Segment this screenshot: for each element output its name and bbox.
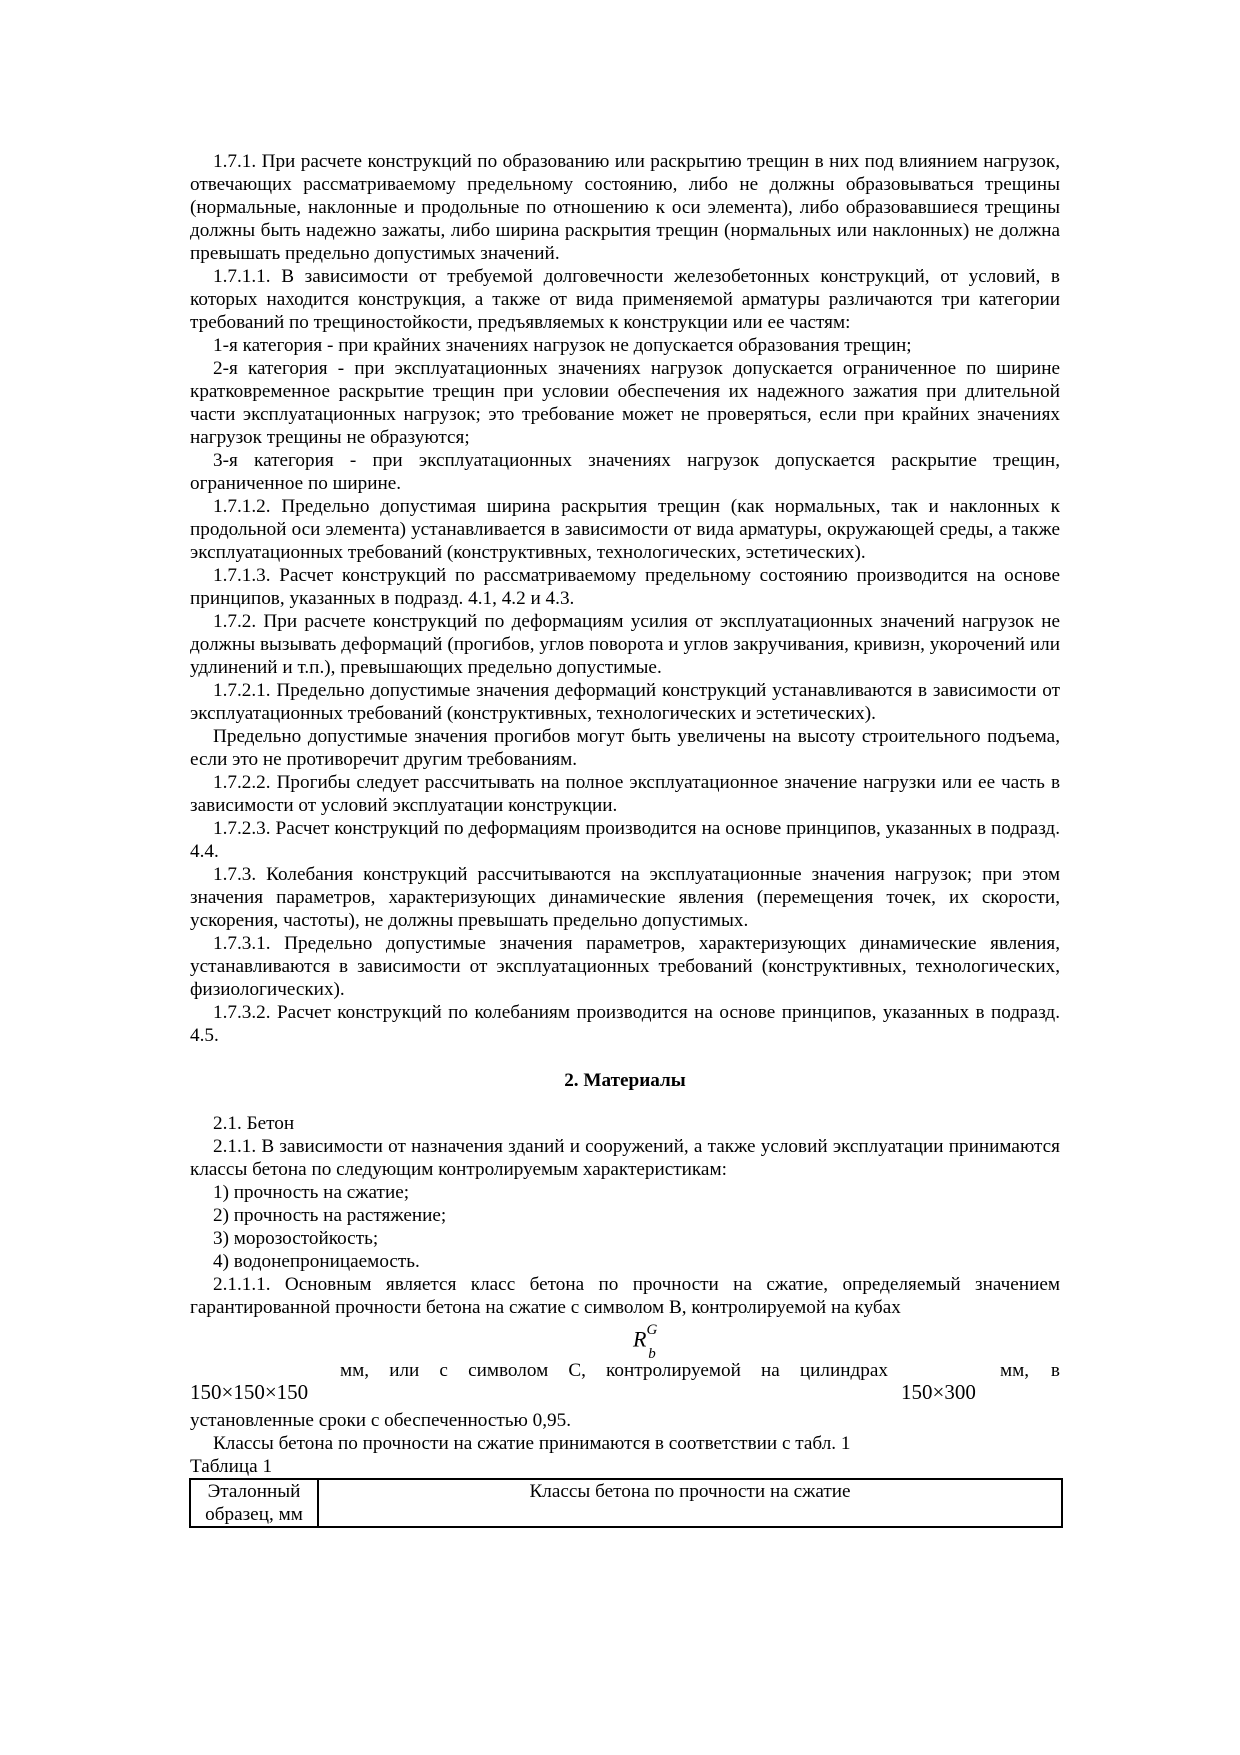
paragraph-1-7-3: 1.7.3. Колебания конструкций рассчитываются на эксплуатационные значения нагрузок; при этом значения параметров, характеризующих динамические явления (перемещения точек, их скорости, ускорения, частоты), не должны превышать предельно допустимых. (190, 864, 1060, 931)
paragraph-1-7-1-2: 1.7.1.2. Предельно допустимая ширина раскрытия трещин (как нормальных, так и наклонных к продольной оси элемента) устанавливается в зависимости от вида арматуры, окружающей среды, а также эксплуатационных требований (конструктивных, технологических, эстетических). (190, 496, 1060, 563)
paragraph-2-1-1-1-tail: установленные сроки с обеспеченностью 0,95. (190, 1410, 572, 1431)
formula-base: R (633, 1326, 647, 1352)
section-heading: 2. Материалы (564, 1070, 686, 1091)
paragraph-1-7-2-2: 1.7.2.2. Прогибы следует рассчитывать на полное эксплуатационное значение нагрузки или ее часть в зависимости от условий эксплуатации конструкции. (190, 772, 1060, 816)
paragraph-1-7-2: 1.7.2. При расчете конструкций по деформациям усилия от эксплуатационных значений нагрузок не должны вызывать деформаций (прогибов, углов поворота и углов закручивания, кривизн, укорочений или удлинений и т.п.), превышающих предельно допустимые. (190, 611, 1060, 678)
formula-rbg (633, 1322, 665, 1362)
paragraph-1-7-2-3: 1.7.2.3. Расчет конструкций по деформациям производится на основе принципов, указанных в подразд. 4.4. (190, 818, 1060, 862)
paragraph-2-1-1-1: 2.1.1.1. Основным является класс бетона по прочности на сжатие, определяемый значением гарантированной прочности бетона на сжатие с символом B, контролируемой на кубах (190, 1274, 1060, 1318)
formula-subscript: b (648, 1345, 656, 1362)
table-header-row (190, 1479, 1062, 1527)
paragraph-1-7-1: 1.7.1. При расчете конструкций по образованию или раскрытию трещин в них под влиянием нагрузок, отвечающих рассматриваемому предельному состоянию, либо не должны образовываться трещины (нормальные, наклонные и продольные по отношению к оси элемента), либо образовавшиеся трещины должны быть надежно зажаты, либо ширина раскрытия трещин (нормальных или наклонных) не должна превышать предельно допустимых значений. (190, 151, 1060, 264)
list-item-4: 4) водонепроницаемость. (213, 1251, 420, 1272)
paragraph-1-7-3-1: 1.7.3.1. Предельно допустимые значения параметров, характеризующих динамические явления, устанавливаются в зависимости от эксплуатационных требований (конструктивных, технологических, физиологических). (190, 933, 1060, 1000)
cube-dimensions: 150×150×150 (190, 1380, 309, 1404)
paragraph-classes: Классы бетона по прочности на сжатие принимаются в соответствии с табл. 1 (213, 1433, 851, 1454)
table-header-reference-sample: Эталонный образец, мм (190, 1479, 318, 1527)
paragraph-1-7-2-1: 1.7.2.1. Предельно допустимые значения деформаций конструкций устанавливаются в зависимости от эксплуатационных требований (конструктивных, технологических и эстетических). (190, 680, 1060, 724)
classes-table (189, 1478, 1063, 1528)
cylinder-dimensions: 150×300 (901, 1380, 976, 1404)
formula-line (190, 1322, 1060, 1362)
paragraph-2-1-1: 2.1.1. В зависимости от назначения зданий и сооружений, а также условий эксплуатации принимаются классы бетона по следующим контролируемым характеристикам: (190, 1136, 1060, 1180)
dimensions-end-text: мм, в (1000, 1360, 1060, 1381)
paragraph-1-7-1-3: 1.7.1.3. Расчет конструкций по рассматриваемому предельному состоянию производится на основе принципов, указанных в подразд. 4.1, 4.2 и 4.3. (190, 565, 1060, 609)
formula-superscript: G (646, 1322, 658, 1338)
document-page (190, 150, 1060, 1528)
paragraph-category-1: 1-я категория - при крайних значениях нагрузок не допускается образования трещин; (213, 335, 912, 356)
paragraph-category-2: 2-я категория - при эксплуатационных значениях нагрузок допускается ограниченное по ширине кратковременное раскрытие трещин при условии обеспечения их надежного зажатия при длительной части эксплуатационных нагрузок; это требование может не проверяться, если при крайних значениях нагрузок трещины не образуются; (190, 358, 1060, 448)
paragraph-1-7-3-2: 1.7.3.2. Расчет конструкций по колебаниям производится на основе принципов, указанных в подразд. 4.5. (190, 1002, 1060, 1046)
table-header-classes: Классы бетона по прочности на сжатие (318, 1479, 1062, 1527)
paragraph-category-3: 3-я категория - при эксплуатационных значениях нагрузок допускается раскрытие трещин, ограниченное по ширине. (190, 450, 1060, 494)
list-item-1: 1) прочность на сжатие; (213, 1182, 410, 1203)
paragraph-1-7-1-1: 1.7.1.1. В зависимости от требуемой долговечности железобетонных конструкций, от условий, в которых находится конструкция, а также от вида применяемой арматуры различаются три категории требований по трещиностойкости, предъявляемых к конструкции или ее частям: (190, 266, 1060, 333)
list-item-3: 3) морозостойкость; (213, 1228, 379, 1249)
table-caption: Таблица 1 (190, 1456, 273, 1477)
cylinder-text: мм, или с символом С, контролируемой на цилиндрах (340, 1360, 888, 1381)
paragraph-2-1: 2.1. Бетон (213, 1113, 295, 1134)
dimensions-line (190, 1359, 1060, 1409)
paragraph-deflection-note: Предельно допустимые значения прогибов могут быть увеличены на высоту строительного подъема, если это не противоречит другим требованиям. (190, 726, 1060, 770)
list-item-2: 2) прочность на растяжение; (213, 1205, 447, 1226)
